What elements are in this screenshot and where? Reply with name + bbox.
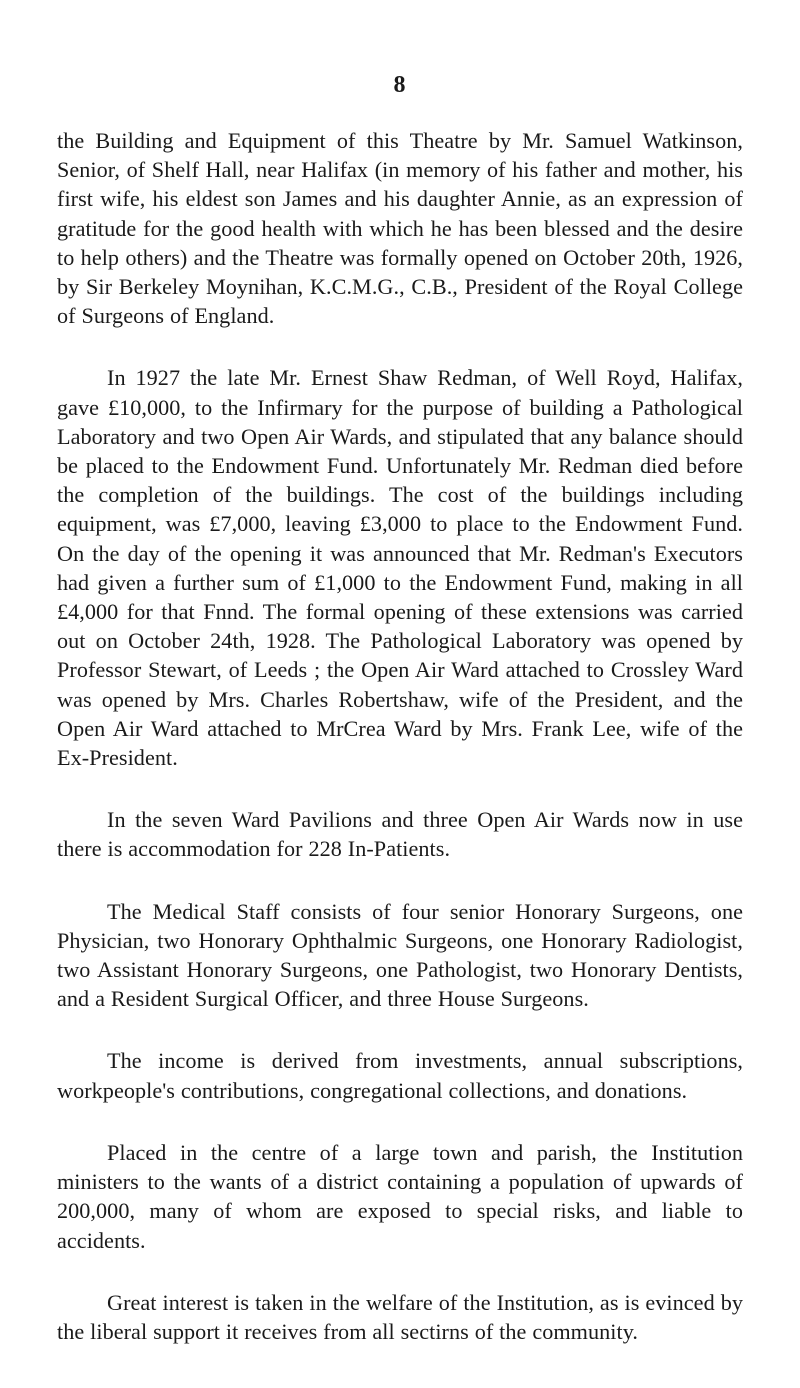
body-text xyxy=(57,126,743,1346)
paragraph-theatre-building: the Building and Equipment of this Theatre by Mr. Samuel Watkinson, Senior, of Shelf Hall, near Halifax (in memory of his father and mother, his first wife, his eldest son James and his daughter Annie, as an expression of gratitude for the good health with which he has been blessed and the desire to help others) and the Theatre was formally opened on October 20th, 1926, by Sir Berkeley Moynihan, K.C.M.G., C.B., President of the Royal College of Surgeons of England. xyxy=(57,128,743,329)
paragraph-income: The income is derived from investments, annual subscriptions, workpeople's contributions, congregational collections, and donations. xyxy=(57,1048,743,1103)
paragraph-welfare: Great interest is taken in the welfare of the Institution, as is evinced by the liberal support it receives from all sectirns of the community. xyxy=(57,1289,743,1344)
paragraph-location: Placed in the centre of a large town and parish, the Institution ministers to the wants of a district containing a population of upwards of 200,000, many of whom are exposed to special risks, and liable to accidents. xyxy=(57,1139,743,1253)
page-number: 8 xyxy=(393,72,407,98)
paragraph-medical-staff: The Medical Staff consists of four senior Honorary Surgeons, one Physician, two Honorary Ophthalmic Surgeons, one Honorary Radiologist, two Assistant Honorary Surgeons, one Pathologist, two Honorary Dentists, and a Resident Surgical Officer, and three House Surgeons. xyxy=(57,898,743,1012)
paragraph-redman-gift: In 1927 the late Mr. Ernest Shaw Redman, of Well Royd, Halifax, gave £10,000, to the Infirmary for the purpose of building a Pathological Laboratory and two Open Air Wards, and stipulated that any balance should be placed to the Endowment Fund. Unfortunately Mr. Redman died before the completion of the buildings. The cost of the buildings including equipment, was £7,000, leaving £3,000 to place to the Endowment Fund. On the day of the opening it was announced that Mr. Redman's Executors had given a further sum of £1,000 to the Endowment Fund, making in all £4,000 for that Fnnd. The formal opening of these extensions was carried out on October 24th, 1928. The Pathological Laboratory was opened by Professor Stewart, of Leeds ; the Open Air Ward attached to Crossley Ward was opened by Mrs. Charles Robertshaw, wife of the President, and the Open Air Ward attached to MrCrea Ward by Mrs. Frank Lee, wife of the Ex-President. xyxy=(57,365,743,771)
paragraph-accommodation: In the seven Ward Pavilions and three Open Air Wards now in use there is accommodation for 228 In-Patients. xyxy=(57,807,743,862)
